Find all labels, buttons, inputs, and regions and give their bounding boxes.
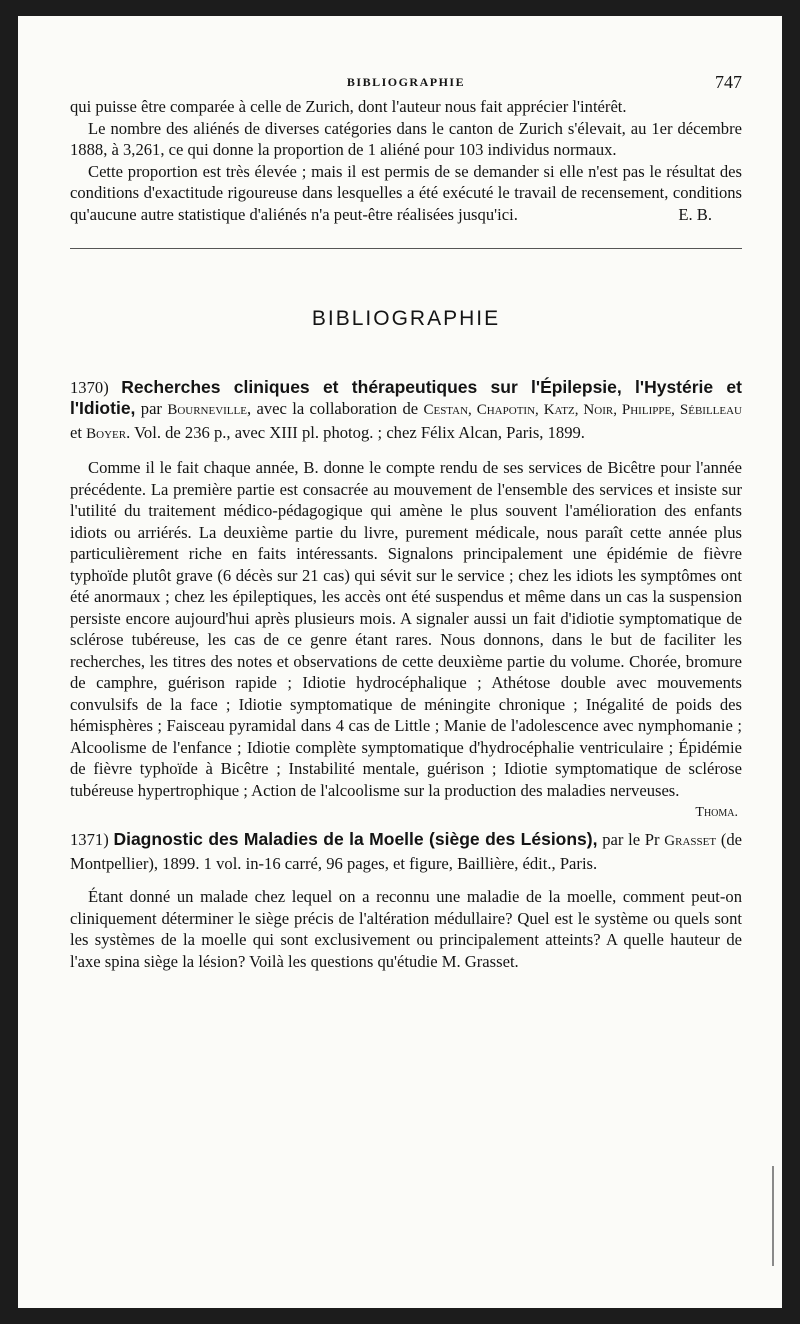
entry-title: Recherches cliniques et thérapeutiques sur l'Épilepsie, l'Hystérie et l'Idiotie, [70,376,742,418]
entry-1370-review-text: Comme il le fait chaque année, B. donne le compte rendu de ses services de Bicêtre pour l'année précédente. La première partie est consacrée au mouvement de l'ensemble des services et insiste sur l'utilité du traitement médico-pédagogique qui amène le plus souvent l'amélioration des enfants idiots ou arriérés. La deuxième partie du livre, purement médicale, nous paraît cette année plus particulièrement riche en faits intéressants. Signalons principalement une épidémie de fièvre typhoïde plutôt grave (6 décès sur 21 cas) qui sévit sur le service ; chez les idiots les symptômes ont été anormaux ; chez les épileptiques, les accès ont été suspendus et même dans un cas la suspension persiste encore aujourd'hui après plusieurs mois. A signaler aussi un fait d'idiotie symptomatique de sclérose tubéreuse, les cas de ce genre étant rares. Nous donnons, dans le but de faciliter les recherches, les titres des notes et observations de cette deuxième partie du volume. Chorée, bromure de camphre, guérison rapide ; Idiotie hydrocéphalique ; Athétose double avec mouvements convulsifs de la face ; Idiotie symptomatique de méningite chronique ; Inégalité de poids des hémisphères ; Faisceau pyramidal dans 4 cas de Little ; Manie de l'adolescence avec nymphomanie ; Alcoolisme de l'enfance ; Idiotie complète symptomatique d'hydrocéphalie ventriculaire ; Épidémie de fièvre typhoïde à Bicêtre ; Instabilité mentale, guérison ; Idiotie symptomatique de sclérose tubéreuse hypertrophique ; Action de l'alcoolisme sur la production des maladies nerveuses. [70,458,742,800]
entry-details: . Vol. de 236 p., avec XIII pl. photog. ; chez Félix Alcan, Paris, 1899. [126,422,585,442]
entry-number: 1371) [70,830,109,849]
proportion-paragraph: Cette proportion est très élevée ; mais il est permis de se demander si elle n'est pas le résultat des conditions d'exactitude rigoureuse dans lesquelles a été exécuté le travail de recensement, conditions qu'aucune autre statistique d'aliénés n'a peut-être réalisées jusqu'ici. [70,161,742,224]
entry-by: par [135,399,168,418]
entry-title: Diagnostic des Maladies de la Moelle (siège des Lésions), [113,829,598,849]
entry-1370-reviewer: Thoma. [695,805,738,820]
entry-details: (de Montpellier), 1899. 1 vol. in-16 carré, 96 pages, et figure, Baillière, édit., Paris. [70,830,743,873]
entry-collab-intro: , avec la collaboration de [246,399,424,418]
section-divider [70,248,742,249]
review-signature: E. B. [678,205,712,224]
entry-last-collaborator: Boyer [86,425,127,442]
entry-number: 1370) [70,377,109,397]
running-head [70,72,742,96]
book-page [18,16,782,1308]
entry-collaborators: Cestan, Chapotin, Katz, Noir, Philippe, Sébilleau [423,402,742,418]
entry-1371-review-text: Étant donné un malade chez lequel on a reconnu une maladie de la moelle, comment peut-on cliniquement déterminer le siège précis de l'altération médullaire? Quel est le système ou quels sont les systèmes de la moelle qui sont exclusivement ou principalement atteints? A quelle hauteur de l'axe spina siège la lésion? Voilà les questions qu'étudie M. Grasset. [70,887,742,971]
entry-by: par le Pr [597,830,665,849]
census-paragraph: Le nombre des aliénés de diverses catégories dans le canton de Zurich s'élevait, au 1er décembre 1888, à 3,261, ce qui donne la proportion de 1 aliéné pour 103 individus normaux. [70,118,742,159]
entry-1371-header [70,829,742,874]
section-heading: BIBLIOGRAPHIE [311,306,501,330]
entry-author: Grasset [664,833,717,849]
page-number: 747 [715,72,742,92]
entry-author: Bourneville [167,402,247,418]
running-title: BIBLIOGRAPHIE [346,75,466,89]
entry-and: et [70,422,87,442]
carry-over-paragraph: qui puisse être comparée à celle de Zurich, dont l'auteur nous fait apprécier l'intérêt. [70,97,627,116]
entry-1370-header [70,377,742,446]
page-edge-mark [772,1166,774,1266]
